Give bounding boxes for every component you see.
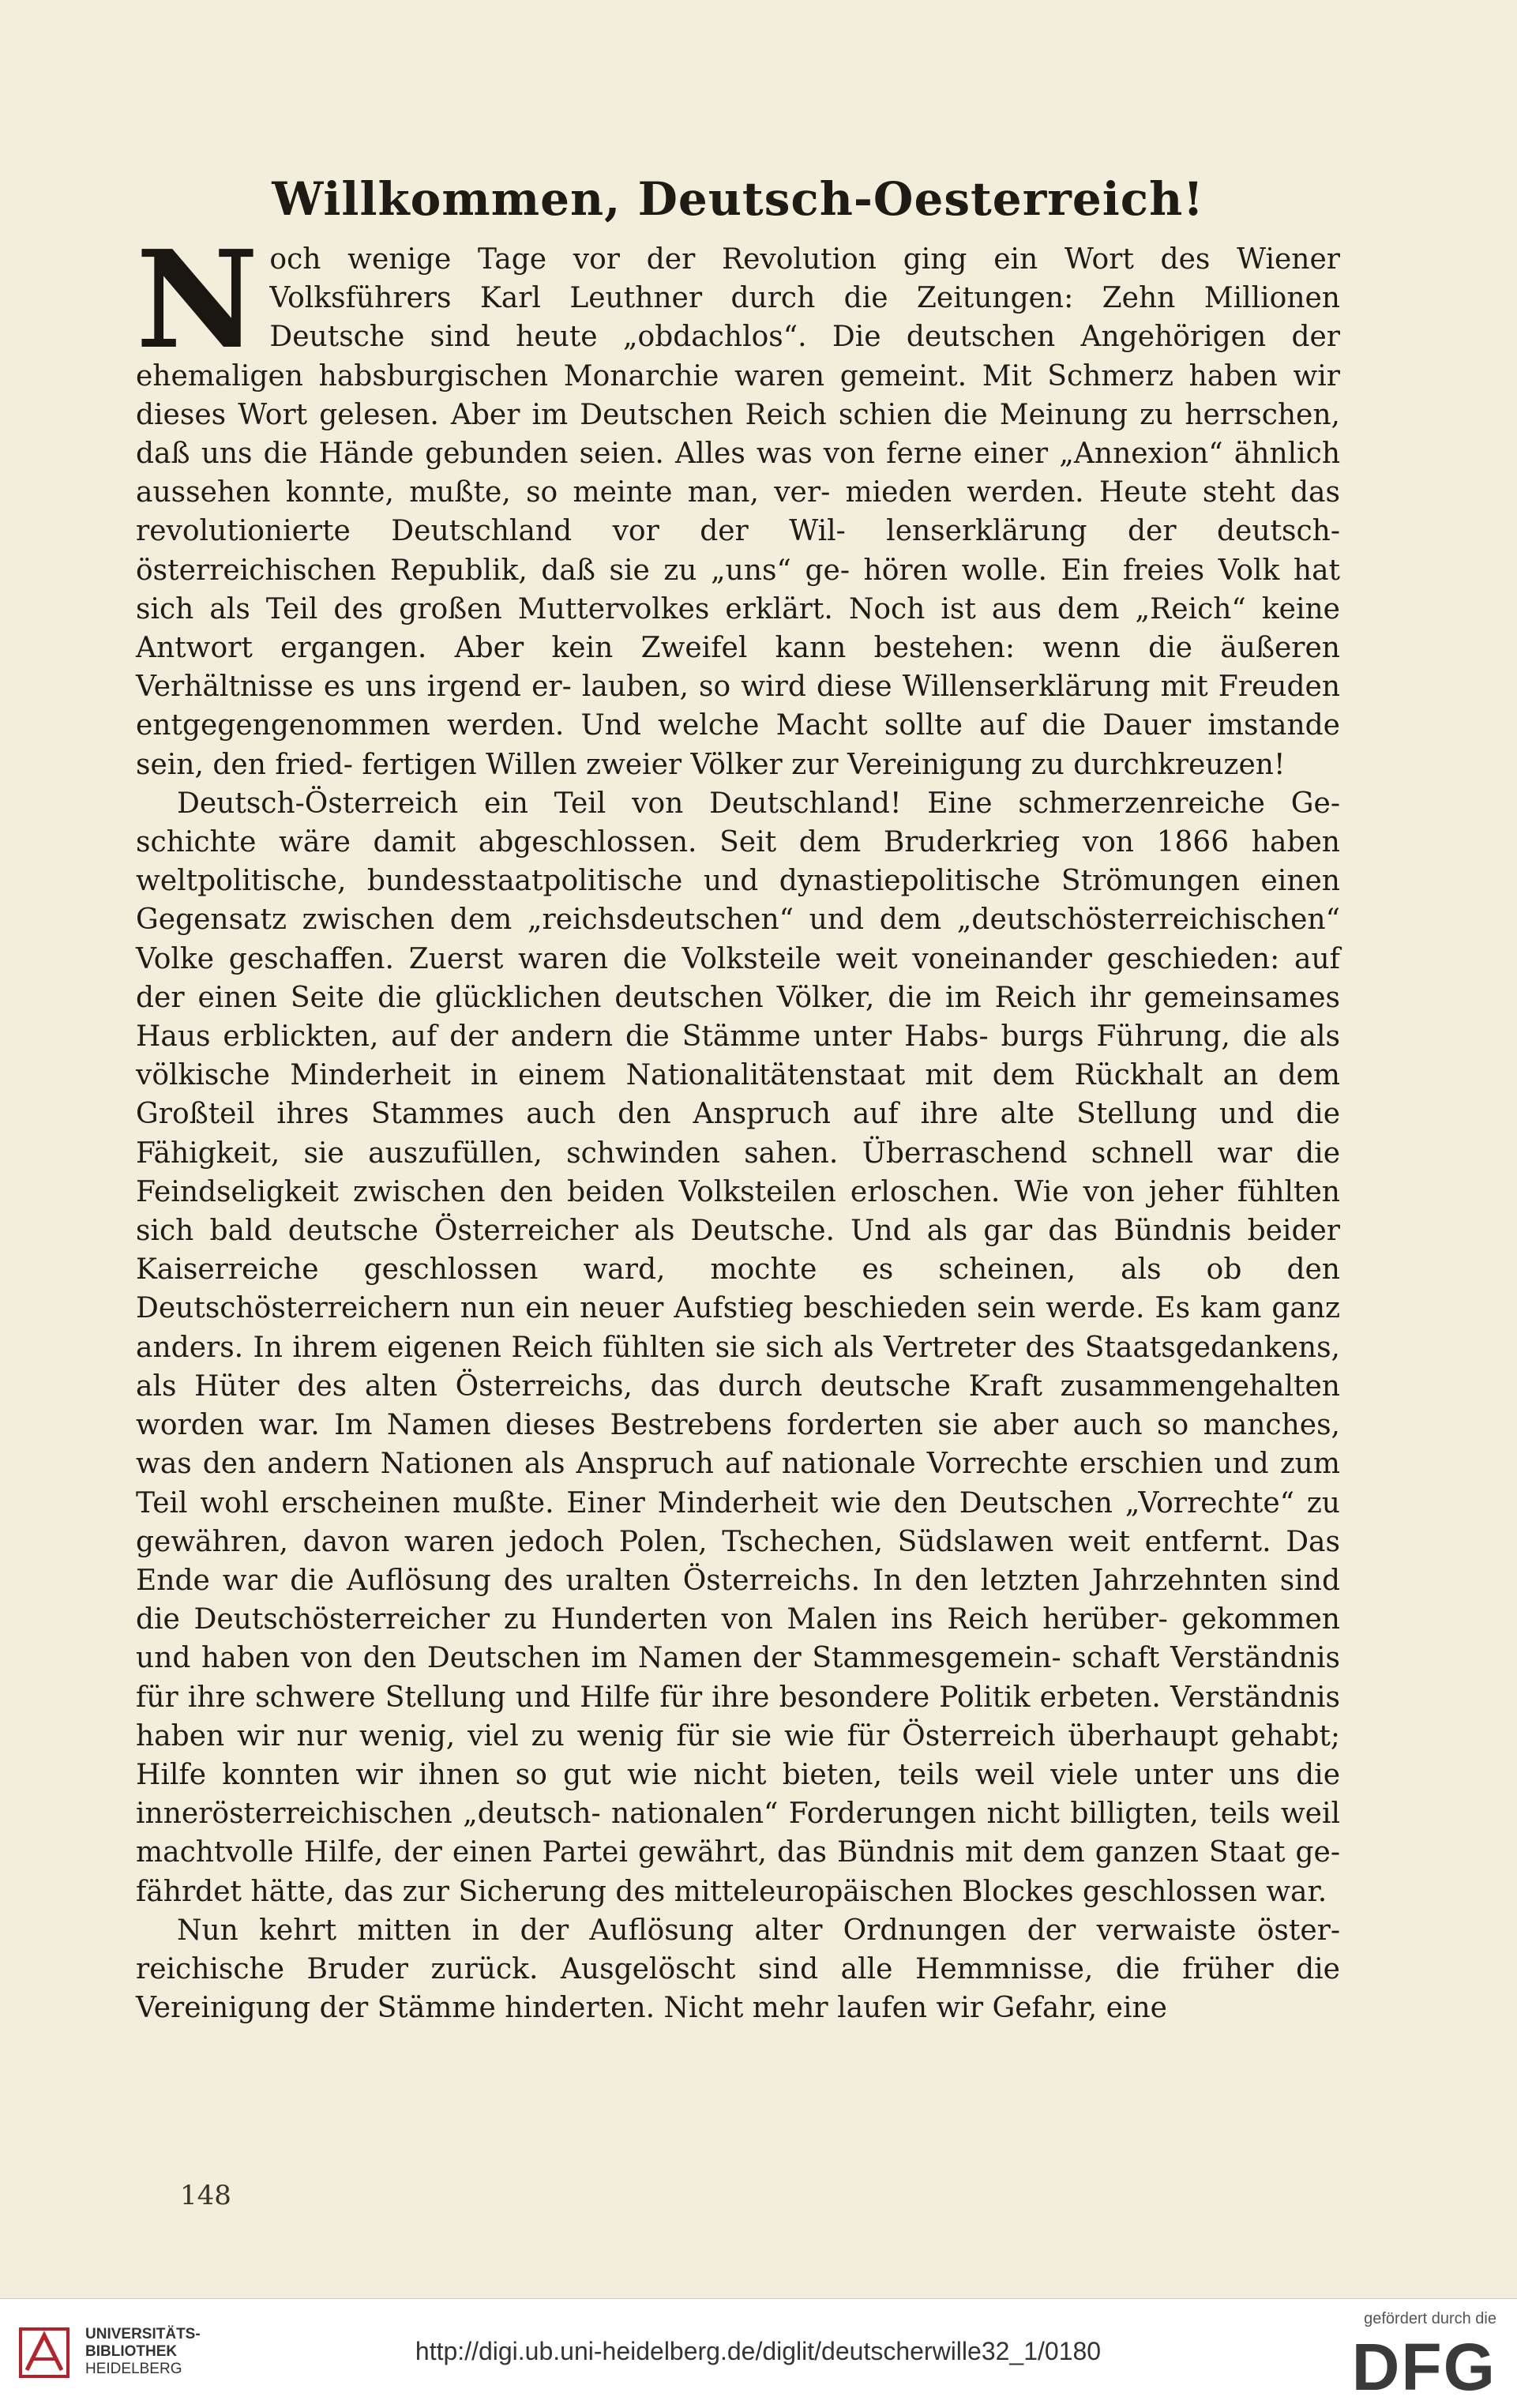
viewer-footer bbox=[0, 2298, 1517, 2408]
heidelberg-library-logo-icon bbox=[16, 2324, 73, 2381]
drop-cap: N bbox=[136, 221, 259, 379]
page-number: 148 bbox=[180, 2180, 231, 2211]
paragraph-3: Nun kehrt mitten in der Auflösung alter Ordnungen der verwaiste öster- reichische Bruder zurück. Ausgelöscht sind alle Hemmnisse, die früher die Vereinigung der Stämme hinderten. Nicht mehr laufen wir Gefahr, eine bbox=[136, 1914, 1340, 2025]
paragraph-1-text: och wenige Tage vor der Revolution ging ein Wort des Wiener Volksführers Karl Leuthner durch die Zeitungen: Zehn Millionen Deutsche sind heute „obdachlos“. Die deutschen Angehörigen der ehemaligen habsburgischen Monarchie waren gemeint. Mit Schmerz haben wir dieses Wort gelesen. Aber im Deutschen Reich schien die Meinung zu herrschen, daß uns die Hände gebunden seien. Alles was von ferne einer „Annexion“ ähnlich aussehen konnte, mußte, so meinte man, ver- mieden werden. Heute steht das revolutionierte Deutschland vor der Wil- lenserklärung der deutsch-österreichischen Republik, daß sie zu „uns“ ge- hören wolle. Ein freies Volk hat sich als Teil des großen Muttervolkes erklärt. Noch ist aus dem „Reich“ keine Antwort ergangen. Aber kein Zweifel kann bestehen: wenn die äußeren Verhältnisse es uns irgend er- lauben, so wird diese Willenserklärung mit Freuden entgegengenommen werden. Und welche Macht sollte auf die Dauer imstande sein, den fried- fertigen Willen zweier Völker zur Vereinigung zu durchkreuzen! bbox=[136, 243, 1340, 781]
article bbox=[136, 172, 1340, 2027]
paragraph-1 bbox=[136, 221, 1340, 784]
paragraph-2: Deutsch-Österreich ein Teil von Deutschland! Eine schmerzenreiche Ge- schichte wäre damit abgeschlossen. Seit dem Bruderkrieg von 1866 haben weltpolitische, bundesstaatpolitische und dynastiepolitische Strömungen einen Gegensatz zwischen dem „reichsdeutschen“ und dem „deutschösterreichischen“ Volke geschaffen. Zuerst waren die Volksteile weit voneinander geschieden: auf der einen Seite die glücklichen deutschen Völker, die im Reich ihr gemeinsames Haus erblickten, auf der andern die Stämme unter Habs- burgs Führung, die als völkische Minderheit in einem Nationalitätenstaat mit dem Rückhalt an dem Großteil ihres Stammes auch den Anspruch auf ihre alte Stellung und die Fähigkeit, sie auszufüllen, schwinden sahen. Überraschend schnell war die Feindseligkeit zwischen den beiden Volksteilen erloschen. Wie von jeher fühlten sich bald deutsche Österreicher als Deutsche. Und als gar das Bündnis beider Kaiserreiche geschlossen ward, mochte es scheinen, als ob den Deutschösterreichern nun ein neuer Aufstieg beschieden sein werde. Es kam ganz anders. In ihrem eigenen Reich fühlten sie sich als Vertreter des Staatsgedankens, als Hüter des alten Österreichs, das durch deutsche Kraft zusammengehalten worden war. Im Namen dieses Bestrebens forderten sie aber auch so manches, was den andern Nationen als Anspruch auf nationale Vorrechte erschien und zum Teil wohl erscheinen mußte. Einer Minderheit wie den Deutschen „Vorrechte“ zu gewähren, davon waren jedoch Polen, Tschechen, Südslawen weit entfernt. Das Ende war die Auflösung des uralten Österreichs. In den letzten Jahrzehnten sind die Deutschösterreicher zu Hunderten von Malen ins Reich herüber- gekommen und haben von den Deutschen im Namen der Stammesgemein- schaft Verständnis für ihre schwere Stellung und Hilfe für ihre besondere Politik erbeten. Verständnis haben wir nur wenig, viel zu wenig für sie wie für Österreich überhaupt gehabt; Hilfe konnten wir ihnen so gut wie nicht bieten, teils weil viele unter uns die innerösterreichischen „deutsch- nationalen“ Forderungen nicht billigten, teils weil machtvolle Hilfe, der einen Partei gewährt, das Bündnis mit dem ganzen Staat ge- fährdet hätte, das zur Sicherung des mitteleuropäischen Blockes geschlossen war. bbox=[136, 787, 1340, 1908]
dfg-logo: DFG bbox=[1351, 2330, 1496, 2404]
article-title: Willkommen, Deutsch-Oesterreich! bbox=[272, 172, 1204, 226]
library-name: UNIVERSITÄTS- BIBLIOTHEK HEIDELBERG bbox=[85, 2326, 201, 2377]
funding-label: gefördert durch die bbox=[1364, 2310, 1496, 2327]
permalink-url[interactable]: http://digi.ub.uni-heidelberg.de/diglit/deutscherwille32_1/0180 bbox=[415, 2337, 1102, 2365]
